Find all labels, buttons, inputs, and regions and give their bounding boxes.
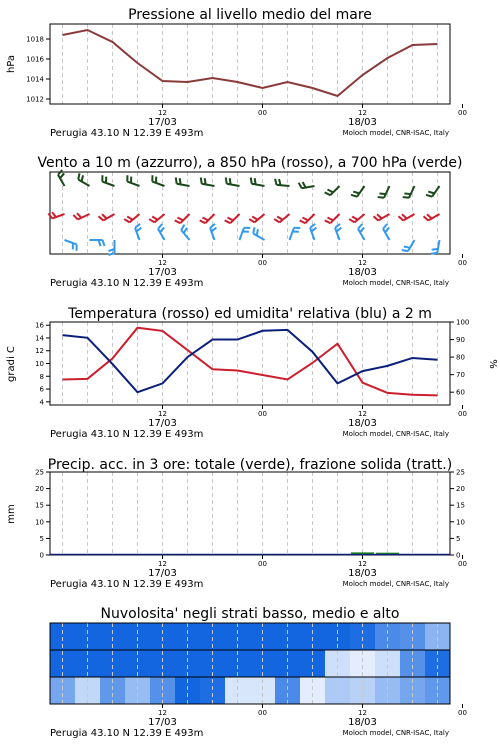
barb-feather: [149, 219, 154, 222]
y-axis-label: mm: [6, 504, 17, 524]
barb-feather: [177, 218, 183, 221]
time-tick-label: 12: [358, 560, 367, 568]
model-credit: Moloch model, CNR-ISAC, Italy: [342, 729, 449, 737]
chart-title: Nuvolosita' negli strati basso, medio e alto: [100, 606, 400, 622]
barb-feather: [427, 214, 432, 218]
time-tick-label: 00: [458, 560, 467, 568]
y2-tick-label: 80: [456, 353, 465, 362]
wind-barb-10-m: [358, 224, 365, 240]
barb-feather: [124, 219, 129, 222]
time-tick-label: 12: [158, 259, 167, 267]
barb-feather: [225, 220, 231, 223]
y2-tick-label: 5: [456, 534, 461, 543]
station-info: Perugia 43.10 N 12.39 E 493m: [50, 728, 204, 739]
y-tick-label: 16: [35, 321, 44, 330]
time-tick-label: 00: [458, 109, 467, 117]
time-tick-label: 12: [158, 410, 167, 418]
barb-feather: [275, 179, 276, 185]
barb-feather: [404, 193, 410, 194]
model-credit: Moloch model, CNR-ISAC, Italy: [342, 129, 449, 137]
barb-staff: [252, 184, 265, 186]
barb-feather: [431, 253, 437, 254]
barb-feather: [109, 253, 115, 255]
barb-feather: [99, 216, 104, 220]
barb-feather: [127, 216, 132, 219]
barb-feather: [402, 250, 408, 251]
barb-feather: [378, 197, 384, 198]
wind-barb-10-m: [240, 228, 251, 240]
barb-feather: [349, 219, 354, 222]
y-tick-label: 14: [35, 334, 44, 343]
y2-tick-label: 15: [456, 501, 465, 510]
barb-feather: [274, 219, 279, 222]
y-tick-label: 10: [35, 360, 44, 368]
wind-barb-10-m: [290, 228, 301, 240]
barb-staff: [437, 240, 439, 253]
y-tick-label: 0: [39, 551, 44, 560]
barb-feather: [424, 216, 429, 220]
barb-feather: [353, 192, 359, 194]
barb-feather: [352, 216, 357, 219]
barb-staff: [357, 186, 364, 197]
y-tick-label: 10: [35, 518, 44, 527]
barb-feather: [404, 247, 410, 248]
plot-frame: [50, 24, 450, 104]
barb-feather: [351, 195, 357, 197]
barb-feather: [226, 177, 227, 183]
y-axis-label: gradi C: [6, 346, 17, 382]
barb-feather: [252, 216, 257, 219]
barb-feather: [383, 224, 387, 229]
barb-feather: [399, 216, 404, 220]
barb-feather: [327, 190, 333, 193]
temperature-line: [63, 328, 438, 396]
y-tick-label: 25: [35, 468, 44, 477]
barb-staff: [408, 240, 415, 251]
date-label: 17/03: [148, 717, 177, 728]
barb-feather: [403, 197, 409, 198]
barb-staff: [177, 184, 190, 186]
date-label: 17/03: [148, 568, 177, 579]
barb-feather: [230, 178, 231, 184]
y2-tick-label: 20: [456, 485, 465, 494]
y-tick-label: 1016: [26, 55, 44, 64]
wind-barb-10-m: [431, 240, 440, 254]
y2-tick-label: 90: [456, 336, 465, 345]
barb-feather: [428, 192, 434, 194]
barb-feather: [180, 178, 181, 184]
barb-feather: [158, 224, 162, 229]
y2-tick-label: 60: [456, 388, 465, 397]
y2-tick-label: 0: [456, 551, 461, 560]
barb-feather: [402, 214, 407, 218]
y2-tick-label: 10: [456, 518, 465, 527]
barb-staff: [65, 240, 77, 244]
barb-feather: [432, 249, 438, 250]
barb-feather: [303, 182, 306, 188]
barb-feather: [255, 178, 256, 184]
y-tick-label: 8: [39, 372, 44, 381]
barb-feather: [77, 213, 81, 218]
time-tick-label: 12: [158, 109, 167, 117]
y2-tick-label: 100: [456, 318, 470, 327]
barb-feather: [374, 216, 379, 220]
date-label: 18/03: [348, 117, 377, 128]
wind-barb-10-m: [210, 224, 216, 240]
date-label: 17/03: [148, 418, 177, 429]
barb-feather: [299, 183, 302, 189]
barb-feather: [200, 220, 206, 223]
barb-feather: [205, 178, 206, 184]
barb-feather: [175, 220, 181, 223]
barb-staff: [384, 186, 389, 198]
temperature-humidity-panel: [6, 306, 498, 440]
pressure-line: [63, 30, 438, 96]
time-tick-label: 12: [358, 109, 367, 117]
time-tick-label: 12: [158, 560, 167, 568]
date-label: 18/03: [348, 568, 377, 579]
wind-barb-10-m: [158, 224, 165, 240]
time-tick-label: 00: [258, 109, 267, 117]
time-tick-label: 00: [458, 259, 467, 267]
time-tick-label: 00: [458, 709, 467, 717]
barb-feather: [257, 229, 258, 235]
date-label: 18/03: [348, 418, 377, 429]
y-tick-label: 5: [39, 534, 44, 543]
barb-feather: [325, 220, 331, 223]
barb-feather: [249, 219, 254, 222]
y2-tick-label: 25: [456, 468, 465, 477]
barb-feather: [379, 193, 385, 194]
y-tick-label: 15: [35, 501, 44, 510]
y-tick-label: 4: [39, 398, 44, 407]
barb-feather: [377, 214, 382, 218]
barb-feather: [358, 224, 362, 229]
humidity-line: [63, 330, 438, 392]
barb-feather: [103, 240, 105, 246]
barb-staff: [240, 228, 244, 240]
barb-feather: [426, 195, 432, 197]
time-tick-label: 12: [358, 259, 367, 267]
chart-title: Pressione al livello medio del mare: [128, 7, 372, 23]
time-tick-label: 12: [358, 410, 367, 418]
barb-feather: [251, 177, 252, 183]
y-tick-label: 12: [35, 347, 44, 356]
plot-frame: [50, 472, 450, 555]
barb-feather: [302, 218, 308, 221]
time-tick-label: 00: [258, 560, 267, 568]
y2-tick-label: 70: [456, 371, 465, 380]
wind-barb-10-m: [109, 240, 115, 255]
barb-feather: [82, 175, 83, 181]
station-info: Perugia 43.10 N 12.39 E 493m: [50, 128, 204, 139]
pressure-panel: [6, 7, 467, 139]
wind-barb-10-m: [383, 224, 390, 240]
barb-feather: [176, 177, 177, 183]
barb-feather: [300, 220, 306, 223]
barb-feather: [201, 177, 202, 183]
barb-feather: [78, 173, 79, 179]
date-label: 18/03: [348, 717, 377, 728]
station-info: Perugia 43.10 N 12.39 E 493m: [50, 429, 204, 440]
barb-feather: [184, 228, 187, 233]
barb-staff: [432, 186, 439, 197]
time-tick-label: 00: [258, 259, 267, 267]
y2-axis-label: %: [487, 359, 498, 369]
barb-staff: [277, 185, 290, 186]
barb-feather: [102, 214, 107, 218]
precipitation-panel: [6, 457, 467, 590]
barb-feather: [52, 212, 56, 217]
wind-barb-10-m: [65, 240, 77, 251]
wind-barb-10-m: [310, 224, 316, 240]
y-tick-label: 1012: [26, 95, 44, 104]
time-tick-label: 00: [258, 410, 267, 418]
wind-panel: [37, 155, 466, 289]
barb-feather: [253, 227, 254, 233]
y-tick-label: 1018: [26, 35, 44, 44]
y-axis-label: hPa: [6, 54, 17, 74]
barb-feather: [327, 218, 333, 221]
model-credit: Moloch model, CNR-ISAC, Italy: [342, 279, 449, 287]
wind-barb-10-m: [181, 225, 189, 240]
station-info: Perugia 43.10 N 12.39 E 493m: [50, 278, 204, 289]
chart-title: Precip. acc. in 3 ore: totale (verde), frazione solida (tratt.): [47, 457, 453, 473]
y-tick-label: 20: [35, 485, 44, 494]
date-label: 18/03: [348, 267, 377, 278]
barb-feather: [202, 218, 208, 221]
barb-feather: [181, 225, 184, 230]
station-info: Perugia 43.10 N 12.39 E 493m: [50, 579, 204, 590]
model-credit: Moloch model, CNR-ISAC, Italy: [342, 430, 449, 438]
chart-title: Temperatura (rosso) ed umidita' relativa (blu) a 2 m: [68, 306, 432, 322]
wind-barb-10-m: [135, 224, 141, 240]
model-credit: Moloch model, CNR-ISAC, Italy: [342, 580, 449, 588]
barb-feather: [325, 192, 331, 195]
wind-barb-10-m: [90, 240, 105, 246]
barb-feather: [227, 218, 233, 221]
chart-title: Vento a 10 m (azzurro), a 850 hPa (rosso), a 700 hPa (verde): [37, 155, 463, 171]
y-tick-label: 6: [39, 385, 44, 394]
barb-staff: [227, 184, 240, 186]
time-tick-label: 00: [258, 709, 267, 717]
time-tick-label: 12: [358, 709, 367, 717]
barb-staff: [202, 184, 215, 186]
time-tick-label: 00: [458, 410, 467, 418]
barb-feather: [73, 215, 77, 220]
barb-staff: [290, 228, 294, 240]
date-label: 17/03: [148, 117, 177, 128]
cloud-cover-panel: [50, 606, 467, 739]
y-tick-label: 1014: [26, 75, 44, 84]
wind-barb-10-m: [335, 224, 341, 240]
barb-staff: [409, 186, 414, 198]
time-tick-label: 12: [158, 709, 167, 717]
date-label: 17/03: [148, 267, 177, 278]
barb-feather: [277, 216, 282, 219]
barb-feather: [152, 216, 157, 219]
